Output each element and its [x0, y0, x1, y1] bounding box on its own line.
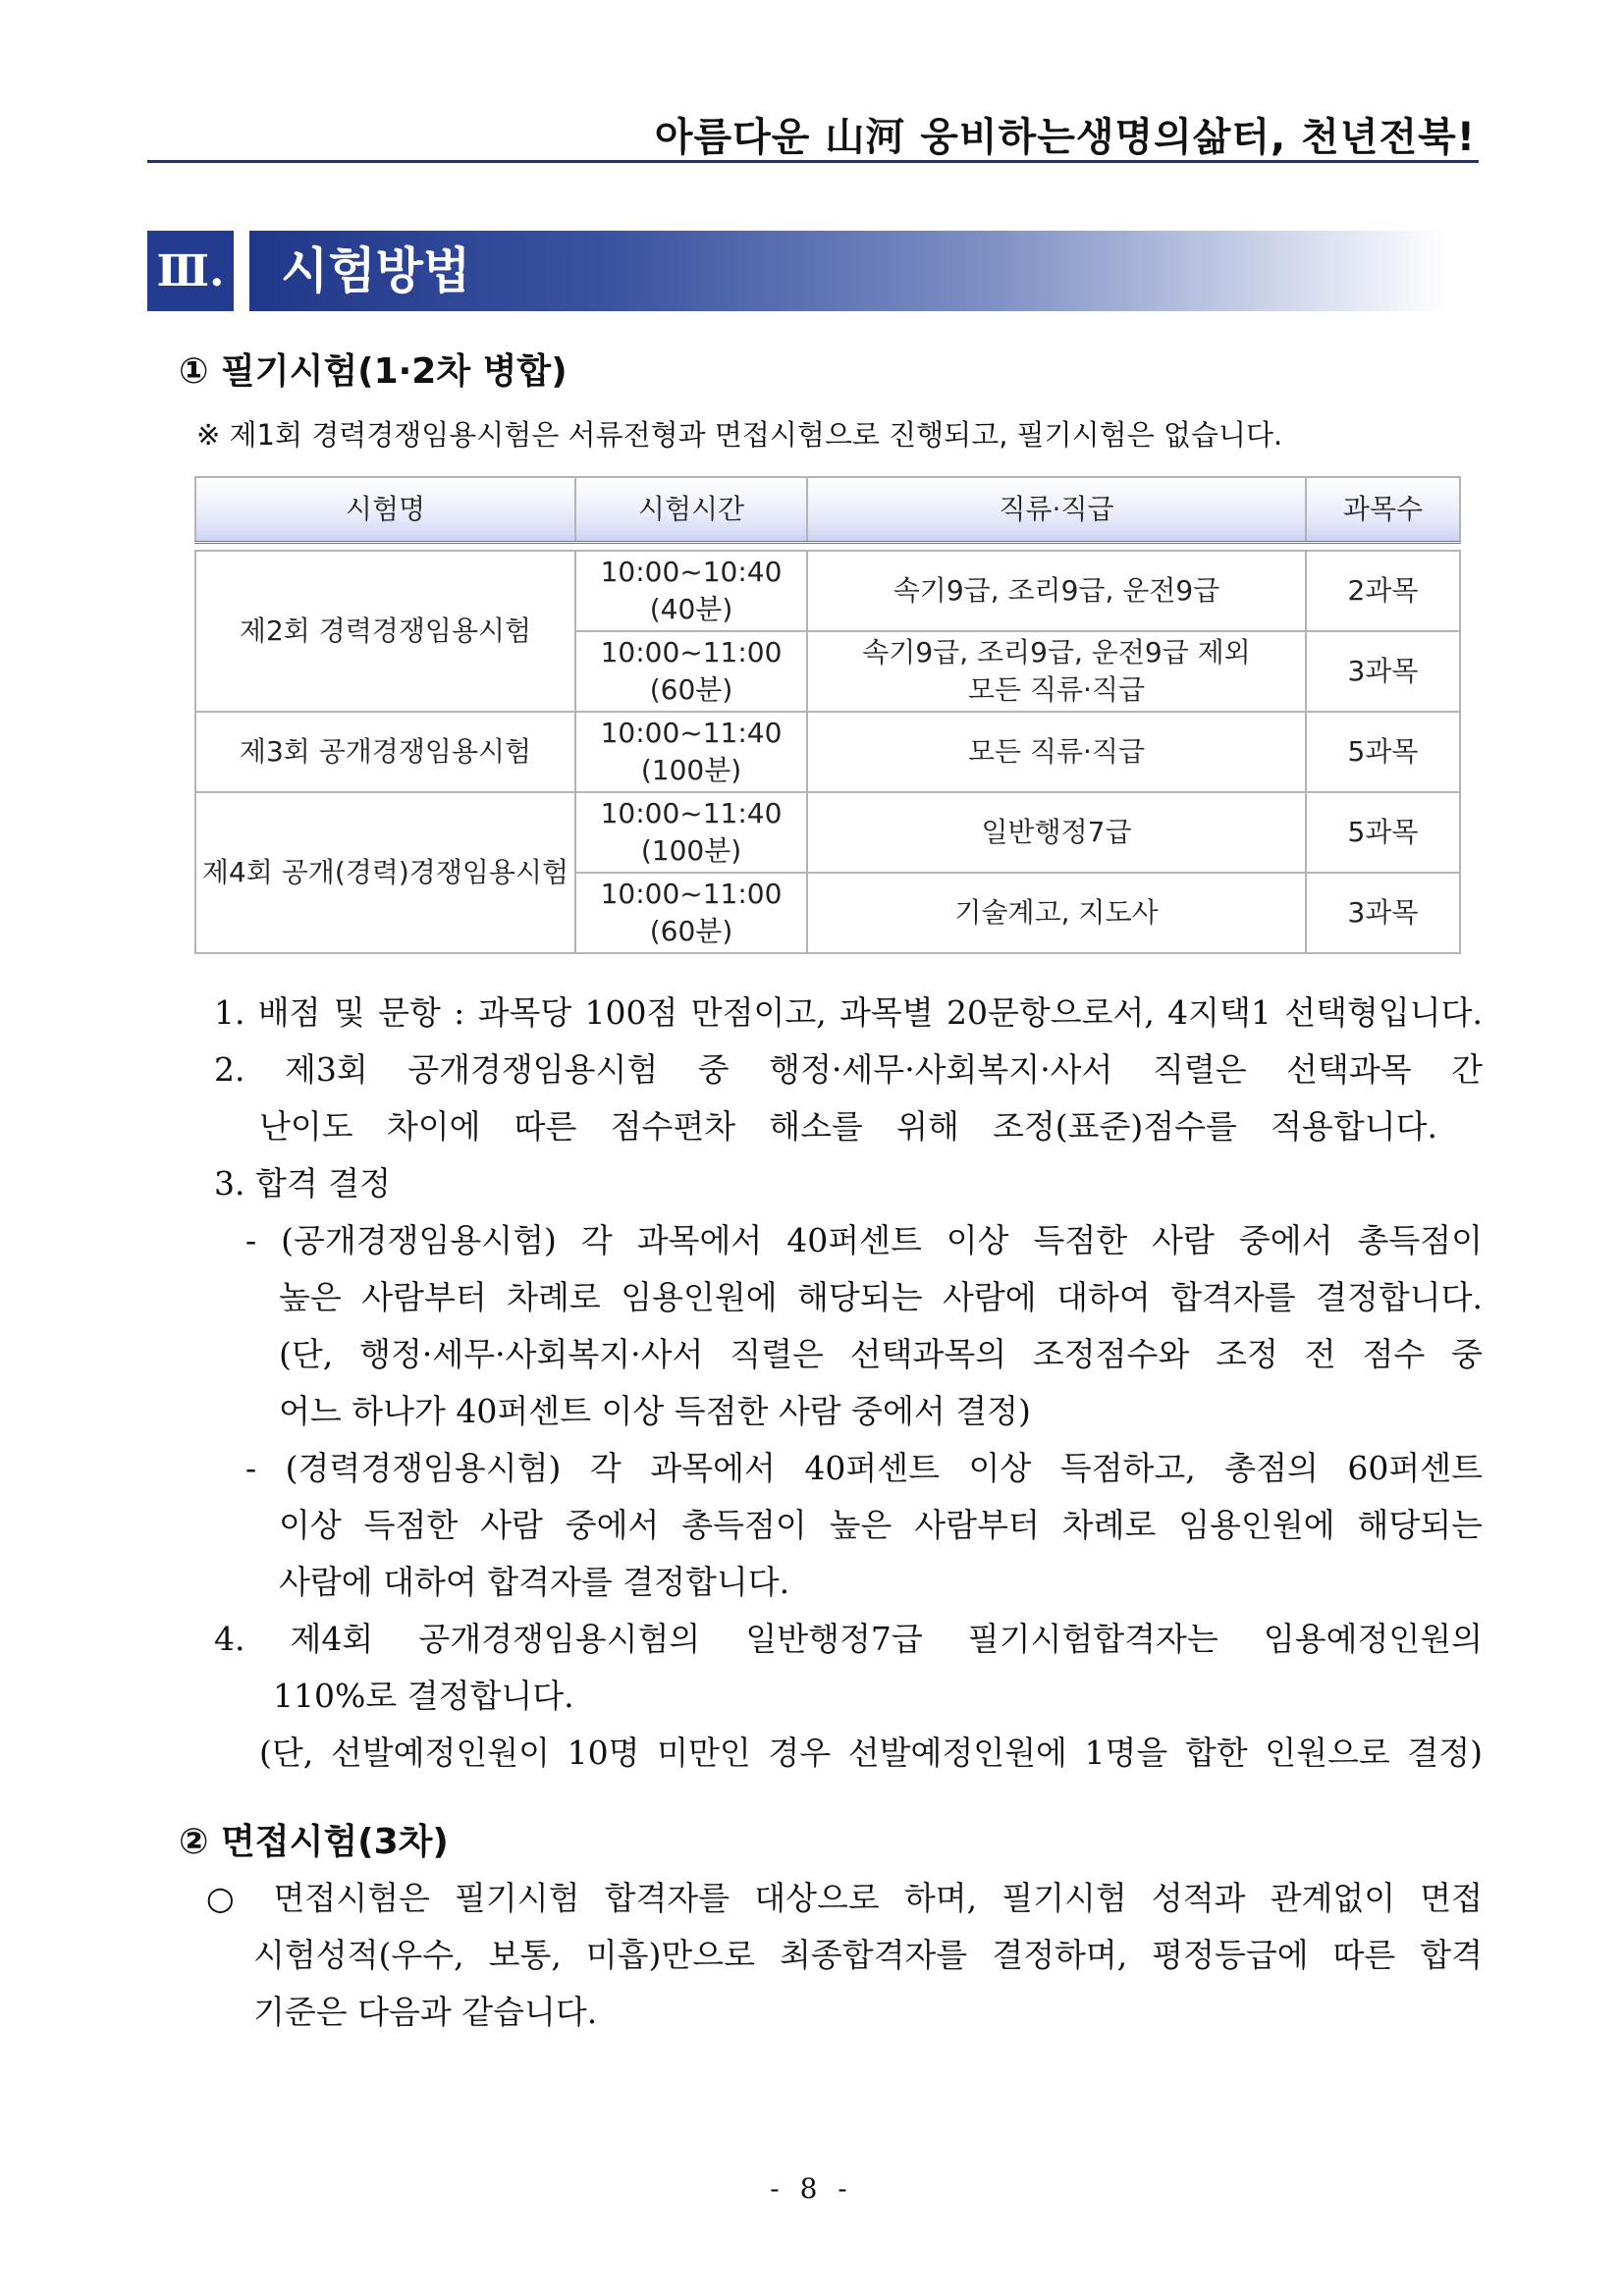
section-number: Ⅲ. [147, 231, 234, 311]
exam-class-cell: 기술계고, 지도사 [807, 873, 1306, 953]
table-row [195, 551, 1460, 631]
exam-time-cell: 10:00~11:00 (60분) [575, 873, 807, 953]
list-item-continuation: 이상 득점한 사람 중에서 총득점이 높은 사람부터 차례로 임용인원에 해당되는 [279, 1506, 1483, 1544]
table-row [195, 712, 1460, 792]
list-item-continuation: 사람에 대하여 합격자를 결정합니다. [279, 1563, 790, 1601]
exam-subject-count-cell: 2과목 [1306, 551, 1460, 631]
list-item: - (공개경쟁임용시험) 각 과목에서 40퍼센트 이상 득점한 사람 중에서 총득점이 [245, 1221, 1483, 1259]
header-divider [147, 160, 1479, 163]
list-item-continuation: (단, 행정·세무·사회복지·사서 직렬은 선택과목의 조정점수와 조정 전 점수 중 [279, 1335, 1483, 1373]
interview-line: ○ 면접시험은 필기시험 합격자를 대상으로 하며, 필기시험 성적과 관계없이 면접 [206, 1879, 1483, 1917]
column-header: 직류·직급 [807, 477, 1306, 543]
exam-name-cell: 제3회 공개경쟁임용시험 [195, 712, 575, 792]
exam-time-cell: 10:00~11:00 (60분) [575, 631, 807, 712]
header-slogan: 아름다운 山河 웅비하는생명의삶터, 천년전북! [654, 115, 1476, 160]
exam-class-cell: 일반행정7급 [807, 792, 1306, 873]
exam-subject-count-cell: 5과목 [1306, 792, 1460, 873]
exam-schedule-table [194, 476, 1461, 954]
section-title: 시험방법 [281, 242, 471, 299]
exam-time-cell: 10:00~11:40 (100분) [575, 712, 807, 792]
exam-class-cell: 모든 직류·직급 [807, 712, 1306, 792]
interview-line: 시험성적(우수, 보통, 미흡)만으로 최종합격자를 결정하며, 평정등급에 따른 합격 [253, 1936, 1483, 1974]
list-item-continuation: 어느 하나가 40퍼센트 이상 득점한 사람 중에서 결정) [279, 1392, 1031, 1430]
page-number: - 8 - [770, 2172, 853, 2205]
column-header: 시험시간 [575, 477, 807, 543]
exam-subject-count-cell: 5과목 [1306, 712, 1460, 792]
written-exam-heading: ① 필기시험(1·2차 병합) [179, 351, 568, 392]
exam-time-cell: 10:00~11:40 (100분) [575, 792, 807, 873]
interview-exam-heading: ② 면접시험(3차) [179, 1822, 449, 1862]
list-item: 1. 배점 및 문항 : 과목당 100점 만점이고, 과목별 20문항으로서, 4지택1 선택형입니다. [214, 993, 1483, 1032]
written-exam-note: ※ 제1회 경력경쟁임용시험은 서류전형과 면접시험으로 진행되고, 필기시험은 없습니다. [196, 418, 1283, 452]
list-item-note: (단, 선발예정인원이 10명 미만인 경우 선발예정인원에 1명을 합한 인원으로 결정) [259, 1734, 1483, 1772]
list-item: 3. 합격 결정 [214, 1164, 391, 1202]
list-item-continuation: 난이도 차이에 따른 점수편차 해소를 위해 조정(표준)점수를 적용합니다. [259, 1107, 1437, 1146]
exam-class-cell: 속기9급, 조리9급, 운전9급 [807, 551, 1306, 631]
exam-subject-count-cell: 3과목 [1306, 631, 1460, 712]
list-item-continuation: 높은 사람부터 차례로 임용인원에 해당되는 사람에 대하여 합격자를 결정합니다. [279, 1278, 1483, 1316]
exam-time-cell: 10:00~10:40 (40분) [575, 551, 807, 631]
exam-name-cell: 제4회 공개(경력)경쟁임용시험 [195, 792, 575, 953]
table-header-row [195, 477, 1460, 543]
column-header: 시험명 [195, 477, 575, 543]
exam-subject-count-cell: 3과목 [1306, 873, 1460, 953]
exam-name-cell: 제2회 경력경쟁임용시험 [195, 551, 575, 712]
exam-class-cell: 속기9급, 조리9급, 운전9급 제외 모든 직류·직급 [807, 631, 1306, 712]
table-row [195, 792, 1460, 873]
list-item-continuation: 110%로 결정합니다. [273, 1677, 574, 1715]
interview-line: 기준은 다음과 같습니다. [253, 1993, 598, 2031]
column-header: 과목수 [1306, 477, 1460, 543]
list-item: 4. 제4회 공개경쟁임용시험의 일반행정7급 필기시험합격자는 임용예정인원의 [214, 1620, 1483, 1658]
list-item: 2. 제3회 공개경쟁임용시험 중 행정·세무·사회복지·사서 직렬은 선택과목 간 [214, 1050, 1483, 1089]
list-item: - (경력경쟁임용시험) 각 과목에서 40퍼센트 이상 득점하고, 총점의 60퍼센트 [245, 1449, 1483, 1487]
